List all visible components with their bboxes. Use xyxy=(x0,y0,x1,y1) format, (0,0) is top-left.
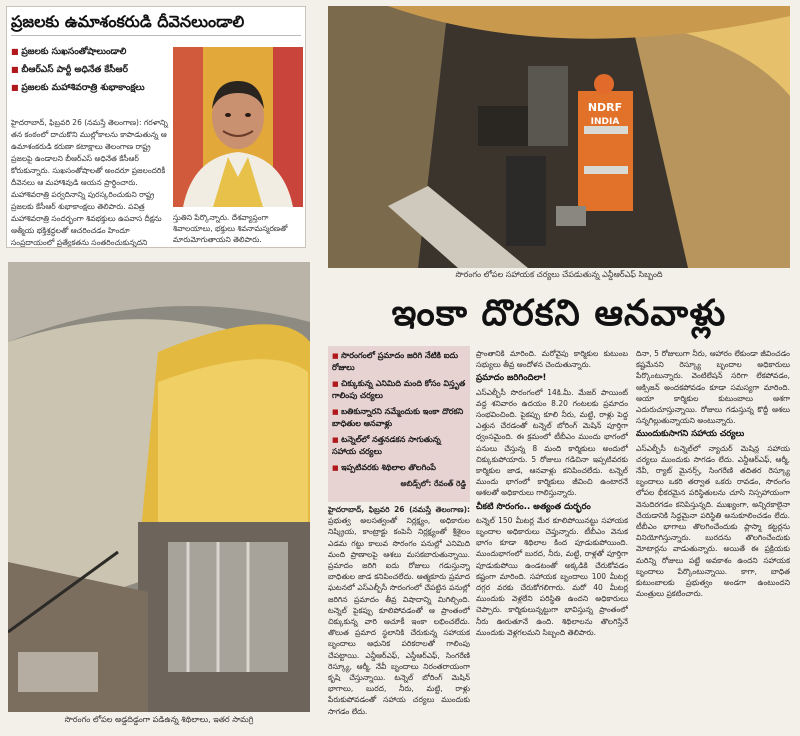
article-subhead: చీకటి సొరంగం.. అత్యంత దుర్భరం xyxy=(476,501,591,512)
kcr-portrait-photo xyxy=(173,47,303,207)
article-column-1 xyxy=(328,504,470,730)
article-subhead: ముందుకుసాగని సహాయ చర్యలు xyxy=(636,429,745,440)
sidebox-bullet: ■ బీఆర్ఎస్ పార్టీ అధినేత కేసీఆర్ xyxy=(11,61,169,79)
tunnel-photo-caption: సొరంగం లోపల అడ్డదిడ్డంగా పడిఉన్న శిథిలాలు, ఇతర సామగ్రి xyxy=(64,715,254,724)
article-col3-para: దినా, 5 రోజులుగా నీరు, ఆహారం లేకుండా జీవించడం కష్టమేనని రెస్క్యూ బృందాల అధికారులు పేర్కొంటున్నారు. వెంటిలేషన్ సరిగా లేకపోవడం, ఆక్సిజన్ అందకపోవడం కూడా సమస్యగా మారింది. ఆయా కార్మికుల కుటుంబాలు ఆశగా ఎదురుచూస్తున్నాయి. రోజులు గడుస్తున్న కొద్దీ ఆశలు సన్నగిల్లుతున్నాయని అంటున్నారు. xyxy=(636,349,790,426)
article-col2-para: ప్రాంతానికి మారింది. మరోవైపు కార్మికుల కుటుంబ సభ్యులు తీవ్ర ఆందోళన చెందుతున్నారు. xyxy=(476,349,628,370)
highlight-item: ■ చిక్కుకున్న ఎనిమిది మంది కోసం విస్తృత గాలింపు చర్యలు xyxy=(332,378,466,401)
article-column-3 xyxy=(636,348,790,730)
article-col2-para: ఎస్ఎల్బీసీ సొరంగంలో 14కి.మీ. మేజర్ పాయింట్ వద్ద శనివారం ఉదయం 8.20 గంటలకు ప్రమాదం సంభవించింది. పైకప్పు కూలి నీరు, మట్టి, రాళ్లు పెద్ద ఎత్తున చేరడంతో టన్నెల్ బోరింగ్ మెషిన్ పూర్తిగా ధ్వంసమైంది. ఈ క్రమంలో టీబీఎం ముందు భాగంలో పనులు చేస్తున్న 8 మంది కార్మికులు అందులో చిక్కుకుపోయారు. 5 రోజులు గడిచినా ఇప్పటివరకు కార్మికుల జాడ, ఆనవాళ్లు కనిపించలేదు. టన్నెల్ ముందు భాగంలో కార్మికులు జీవించి ఉంటారనే ఆశలతో అధికారులు గాలిస్తున్నారు. xyxy=(476,387,628,498)
portrait-illustration xyxy=(173,47,303,207)
article-byline: హైదరాబాద్, ఫిబ్రవరి 26 (నమస్తే తెలంగాణ): xyxy=(328,505,470,514)
article-column-2 xyxy=(476,348,628,730)
ndrf-rescue-photo xyxy=(328,6,790,268)
article-subhead: ప్రమాదం జరిగిందిలా! xyxy=(476,373,547,384)
sidebox-body-text: హైదరాబాద్, ఫిబ్రవరి 26 (నమస్తే తెలంగాణ): గరళాన్ని తన కంఠంలో దాచుకొని ముల్లోకాలను కాపాడుతున్న ఆ ఉమాశంకరుడి కరుణా కటాక్షాలు తెలంగాణ రాష్ట్ర ప్రజలపై ఉండాలని బీఆర్ఎస్ అధినేత కేసీఆర్ కోరుకున్నారు. సుఖసంతోషాలతో అందరూ ప్రజలందరికీ దీవెనలు ఆ మహాశివుడి ఆయన ప్రార్థించారు. మహాశివరాత్రి పర్వదినాన్ని పురస్కరించుకుని రాష్ట్ర ప్రజలకు కేసీఆర్ శుభాకాంక్షలు తెలిపారు. పవిత్ర మహాశివరాత్రి సందర్భంగా శివభక్తులు ఉపవాస దీక్షను ఆత్మీయ భక్తిశ్రద్ధలతో ఆచరించడం హిందూ సంప్రదాయంలో ప్రత్యేకతను సంతరించుకున్నదని xyxy=(11,118,168,247)
sidebox-side-text: స్తుతిని పేర్కొన్నారు. దేశవ్యాప్తంగా శివాలయాలు, భక్తులు శివనామస్మరణతో మారుమోగుతాయని తెలిపారు. xyxy=(173,213,288,244)
rescue-scene-illustration xyxy=(328,6,790,268)
highlight-item: ■ టన్నెల్‌లో నత్తనడకన సాగుతున్న సహాయ చర్యలు xyxy=(332,434,466,457)
highlight-item: ■ ఇప్పటివరకు శిథిలాల తొలగింపే xyxy=(332,462,466,474)
highlight-item: ■ బతికున్నారని నమ్మేందుకు ఇంకా దొరకని బాధితుల ఆనవాళ్లు xyxy=(332,406,466,429)
article-col2-para: టన్నెల్ 150 మీటర్ల మేర కూలిపోయినట్టు సహాయక బృందాల అధికారులు చెప్తున్నారు. టీబీఎం వెనుక భాగం కూడా శిథిలాల కింద పూడుకుపోయింది. ముందుభాగంలో బురద, నీరు, మట్టి, రాళ్లతో పూర్తిగా పూడుకుపోయి ఉండటంతో అక్కడికి చేరుకోవడం కష్టంగా మారింది. సహాయక బృందాలు 100 మీటర్ల దగ్గర వరకు చేరుకోగలిగారు. మరో 40 మీటర్ల ముందుకు వెళ్లలేని పరిస్థితి ఉందని అధికారులు చెప్పారు. కార్మికులున్నట్టుగా భావిస్తున్న ప్రాంతంలో నీరు ఊరుతూనే ఉంది. శిథిలాలను తొలగిస్తేనే ముందుకు వెళ్లగలమని సిబ్బంది తెలిపారు. xyxy=(476,515,628,637)
article-col1-text: ప్రభుత్వ అలసత్వంతో నిర్లక్ష్యం, అధికారుల నిష్క్రియ, కాంట్రాక్టు కంపెనీ నిర్లక్ష్యంతో శ్రీశైలం ఎడమ గట్టు కాలువ సొరంగం పనుల్లో ఎనిమిది మంది ప్రాణాలపై ఆశలు మసకబారుతున్నాయి. ప్రమాదం జరిగి ఐదు రోజులు గడుస్తున్నా బాధితుల జాడ కనిపించలేదు. ఆత్మకూరు ప్రమాద ఘటనలో ఎస్ఎల్బీసీ సొరంగంలో చేపట్టిన పనుల్లో జరిగిన ప్రమాదం తీవ్ర విషాదాన్ని మిగిల్చింది. టన్నెల్ పైకప్పు కూలిపోవడంతో ఆ ప్రాంతంలో చిక్కుకున్న వారి ఆచూకీ ఇంకా లభించలేదు. తొలుత ప్రమాద స్థలానికి చేరుకున్న సహాయక బృందాలు ఆధునిక పరికరాలతో గాలింపు చేపట్టాయి. ఎన్డీఆర్ఎఫ్, ఎస్డీఆర్ఎఫ్, సింగరేణి రెస్క్యూ, ఆర్మీ, నేవీ బృందాలు నిరంతరాయంగా కృషి చేస్తున్నాయి. టన్నెల్ బోరింగ్ మెషిన్ భాగాలు, బురద, నీరు, మట్టి, రాళ్లు పేరుకుపోవడంతో సహాయ చర్యలు ముందుకు సాగడం లేదు. xyxy=(328,516,470,716)
ndrf-vest-label: NDRF xyxy=(587,101,623,114)
ndrf-vest-label-india: INDIA xyxy=(590,117,620,127)
rescue-photo-caption: సొరంగం లోపల సహాయక చర్యలు చేపడుతున్న ఎన్డీఆర్ఎఫ్ సిబ్బంది xyxy=(455,270,663,279)
article-col3-para: ఎస్ఎల్బీసీ టన్నెల్‌లో న్యాచుర్ మెషిన్ల సహాయ చర్యలు ముందుకు సాగడం లేదు. ఎన్డీఆర్ఎఫ్, ఆర్మీ, నేవీ, ర్యాట్ మైనర్స్, సింగరేణి తదితర రెస్క్యూ బృందాలు ఒకరి తర్వాత ఒకరు రావడం, సొరంగం లోపల భీకరమైన పరిస్థితులను చూసి నిస్సహాయంగా వెనుదిరగడం కనిపిస్తున్నది. ముఖ్యంగా, అన్నిరకాలైనా చేయడానికి సిద్ధమైనా పరిస్థితి అనుకూలించడం లేదు. టీబీఎం భాగాలు తొలగించేందుకు ప్లాస్మా కట్టర్లను వినియోగిస్తున్నారు. బురదను తొలగించేందుకు మోటార్లను వాడుతున్నారు. అయితే ఈ ప్రక్రియకు మరిన్ని రోజులు పట్టే అవకాశం ఉందని సహాయక బృందాలు పేర్కొంటున్నాయి. కాగా, బాధిత కుటుంబాలకు ప్రభుత్వం అండగా ఉంటుందని మంత్రులు ప్రకటించారు. xyxy=(636,443,790,599)
sidebox-title: ప్రజలకు ఉమాశంకరుడి దీవెనలుండాలి xyxy=(11,10,301,36)
sidebox-bullet: ■ ప్రజలకు మహాశివరాత్రి శుభాకాంక్షలు xyxy=(11,79,169,97)
tunnel-debris-photo xyxy=(8,262,310,712)
sidebox-bullets xyxy=(11,43,169,97)
main-headline: ఇంకా దొరకని ఆనవాళ్లు xyxy=(391,293,727,334)
highlights-box xyxy=(328,346,470,502)
highlight-item: ■ సొరంగంలో ప్రమాదం జరిగి నేటికి ఐదు రోజులు xyxy=(332,350,466,373)
sidebox-bullet: ■ ప్రజలకు సుఖసంతోషాలుండాలి xyxy=(11,43,169,61)
tunnel-scene-illustration xyxy=(8,262,310,712)
kcr-greetings-box xyxy=(6,6,306,248)
highlight-credit: అబిడ్స్‌లో: రేవంత్ రెడ్డి xyxy=(400,479,466,488)
